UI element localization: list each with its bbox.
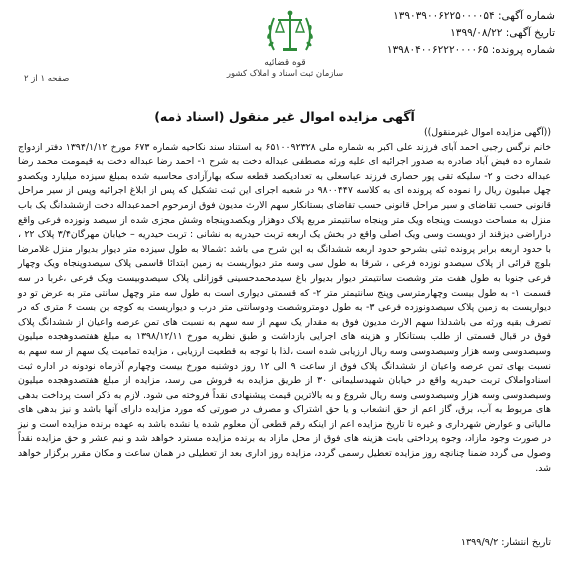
notice-number: شماره آگهی: ۱۳۹۰۳۹۰۰۶۲۲۵۰۰۰۰۵۴ bbox=[393, 10, 555, 22]
notice-date: تاریخ آگهی: ۱۳۹۹/۰۸/۲۲ bbox=[450, 27, 555, 39]
notice-subtitle: ((آگهی مزایده اموال غیرمنقول)) bbox=[423, 127, 551, 138]
publish-date: تاریخ انتشار: ۱۳۹۹/۹/۲ bbox=[460, 537, 551, 548]
page-number: صفحه ۱ از ۲ bbox=[24, 74, 70, 84]
notice-body bbox=[18, 126, 551, 476]
notice-paragraph: خانم نرگس رجبی احمد آبای فرزند علی اکبر به شماره ملی ۶۵۱۰۰۹۲۳۲۸ به استناد سند نکاحیه شماره ۶۷۳ مورخ ۱۳۹۴/۱/۱۲ دفتر ازدواج شماره ده فیض آباد صادره به صدور اجرائیه ای علیه ورثه مصطفی عبداله دخت به شرح ۱- احمد رضا عبداله دخت به قیمومت محمد رضا عبداله دخت و ۲- سلیکه تقی پور حصاری فرزند عباسعلی به تعدادیکصد قطعه سکه بهارآزادی محاسبه شده بمبلغ سیزده میلیارد ویکصدو چهل میلیون ریال را نموده که پرونده ای به کلاسه ۹۸۰۰۴۴۷ در شعبه اجرای این ثبت تشکیل که پس از ابلاغ اجرائیه وپس از سیر مراحل قانونی حسب تقاضای و سیر مراحل قانونی حسب تقاضای بستانکار سهم الارث مدیون فوق ازمرحوم احمدعبداله دخت ازششدانگ یک باب منزل به مساحت دویست وپنجاه ویک متر وپنجاه سانتیمتر مربع پلاک دوهزار ویکصدوپنجاه وشش مجزی شده از سیصد ونوزده فرعی واقع دراراضی دیزقند از دویست وسی ویک اصلی واقع در بخش یک اربعه تربت حیدریه به نشانی : تربت حیدریه – خیابان مهرگان۳/۴ پلاک ۲۲ ، با حدود اربعه برابر پرونده ثبتی بشرحو حدود اربعه ششدانگ به این شرح می باشد :شمالا به طول سیزده متر دیوار بدیوار منزل غلامرضا بلوچ قرائی از پلاک سیصدو نوزده فرعی ، شرقا به طول سی وسه متر دیواریست به زمین ابتدائا قاسمی پلاک سیصدوپنجاه ویک وچهار فرعی جنوبا به طول هفت متر وشصت سانتیمتر دیوار بدیوار باغ سیدمحمدحسینی قوزانلی پلاک سیصدوبیست ویک فرعی ،غربا در سه قسمت ۱- به طول بیست وچهارمترسی وپنج سانتیمتر متر ۲- که قسمتی دیواری است به طول سه متر وچهل سانتی متر به عرض تو دو دیواریست به زمین پلاک سیصدونوزده فرعی ۳- به طول دومتروشصت ودوسانتی متر درب و دیواریست به کوچه بن بست ۶ متری که در تصرف بقیه ورثه می باشدلذا سهم الارث مدیون فوق به مقدار یک سهم از سه سهم به نسبت های تمن عرصه واعیان از ششدانگ پلاک فوق در قبال قسمتی از طلب بستانکار و هزینه های اجرایی بازداشت و طبق نظریه مورخ ۱۳۹۸/۱۲/۱۱ به مبلغ هفتصدوهجده میلیون وسیصدوسی وسه هزار وسیصدوسی وسه ریال ارزیابی شده است ،لذا با توجه به قطعیت ارزیابی ، مزایده تمامیت یک سهم از سه سهم به نسبت بهای تمن عرصه واعیان از ششدانگ پلاک فوق از ساعت ۹ الی ۱۲ روز دوشنبه مورخ بیست وچهارم آذرماه نودونه در اداره ثبت اسنادواملاک تربت حیدریه واقع در خیابان شهیدسلیمانی ۳۰ از طریق مزایده به فروش می رسد، مزایده از مبلغ هفتصدوهجده میلیون وسیصدوسی وسه هزار وسیصدوسی وسه ریال شروع و به بالاترین قیمت پیشنهادی نقداً فروخته می شود. لازم به ذکر است پرداخت بدهی های مربوط به آب، برق، گاز اعم از حق انشعاب و یا حق اشتراک و مصرف در صورتی که مورد مزایده دارای آنها باشد و نیز بدهی های مالیاتی و عوارض شهرداری و غیره تا تاریخ مزایده اعم از اینکه رقم قطعی آن معلوم شده یا نشده باشد به عهده برنده مزایده است و نیز در صورت وجود مازاد، وجوه پرداختی بابت هزینه های فوق از محل مازاد به برنده مزایده مسترد خواهد شد و نیم عشر و حق مزایده نقداً وصول می گردد ضمنا چنانچه روز مزایده تعطیل رسمی گردد، مزایده روز اداری بعد از تعطیلی در همان ساعت و مکان مقرر برگزار خواهد شد. bbox=[18, 141, 552, 474]
case-number: شماره پرونده: ۱۳۹۸۰۴۰۰۶۲۲۲۰۰۰۰۶۵ bbox=[386, 44, 555, 56]
judiciary-label: قوه قضائیه bbox=[264, 58, 306, 68]
judiciary-emblem-icon bbox=[260, 6, 320, 58]
page-title: آگهی مزایده اموال غیر منقول (اسناد ذمه) bbox=[154, 109, 415, 124]
notice-meta bbox=[387, 8, 555, 59]
organization-block bbox=[210, 58, 360, 80]
department-label: سازمان ثبت اسناد و املاک کشور bbox=[226, 69, 344, 79]
